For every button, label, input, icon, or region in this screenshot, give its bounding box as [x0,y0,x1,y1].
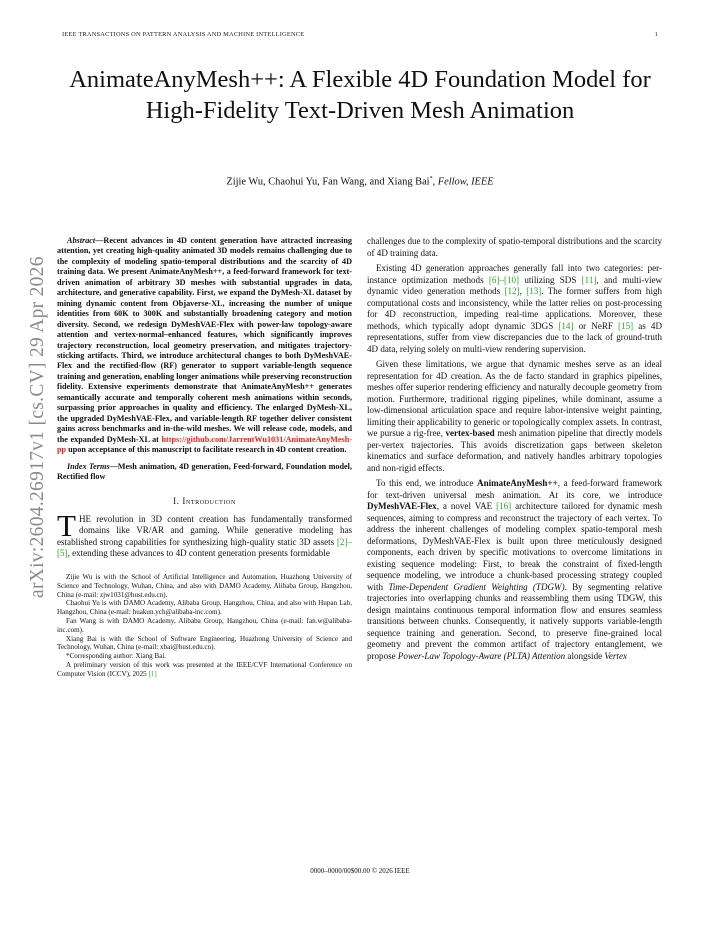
right-column [367,236,662,662]
body-paragraph: Existing 4D generation approaches generally fall into two categories: per-instance optimization methods [6]–[10] utilizing SDS [11], and multi-view dynamic video generation methods [12], [13]. The former suffers from high computational costs and inconsistency, while the latter relies on post-processing for 4D reconstruction, impeding real-time applications. Moreover, these methods, which typically adopt dynamic 3DGS [14] or NeRF [15] as 4D representations, suffer from view discrepancies due to the lack of ground-truth 4D data, relying solely on multi-view rendering supervision. [367,263,662,354]
index-terms [57,462,352,483]
journal-name: IEEE TRANSACTIONS ON PATTERN ANALYSIS AND MACHINE INTELLIGENCE [62,31,305,38]
fellow-designation: Fellow, IEEE [437,176,494,188]
footnotes [57,573,352,679]
abstract-lead: Abstract [67,236,96,245]
body-paragraph: Given these limitations, we argue that dynamic meshes serve as an ideal representation for 4D creation. As the de facto standard in graphics pipelines, meshes offer superior rendering efficiency and naturally decouple geometry from motion. Furthermore, traditional rigging pipelines, while dominant, assume a low-dimensional articulation space and require labor-intensive weight painting, limiting their applicability to generic or topologically complex assets. In contrast, we pursue a rig-free, vertex-based mesh animation pipeline that directly models per-vertex trajectories. This avoids discretization gaps between skeleton kinematics and surface deformation, and natively handles arbitrary topologies and non-rigid effects. [367,359,662,473]
page-number: 1 [654,31,658,38]
citation-link[interactable]: [15] [618,320,634,331]
left-column [57,236,352,678]
citation-link[interactable]: [12] [504,286,520,296]
intro-paragraph [57,507,352,560]
body-paragraph: challenges due to the complexity of spatio-temporal distributions and the scarcity of 4D training data. [367,236,662,258]
footnote: Xiang Bai is with the School of Software Engineering, Huazhong University of Science and Technology, Wuhan, China (e-mail: xbai@hust.edu.cn). [57,634,352,652]
arxiv-identifier-stamp: arXiv:2604.26917v1 [cs.CV] 29 Apr 2026 [27,256,48,598]
abstract [57,236,352,456]
author-names: Zijie Wu, Chaohui Yu, Fan Wang, and Xiang Bai [226,176,430,188]
abstract-tail: upon acceptance of this manuscript to facilitate research in 4D content creation. [66,445,347,455]
paper-title: AnimateAnyMesh++: A Flexible 4D Foundation Model for High-Fidelity Text-Driven Mesh Animation [69,66,651,124]
abstract-body: —Recent advances in 4D content generation have attracted increasing attention, yet creating high-quality animated 3D models remains challenging due to the complexity of modeling spatio-temporal distributions and the scarcity of 4D training data. We present AnimateAnyMesh++, a feed-forward framework for text-driven animation of arbitrary 3D meshes with substantial upgrades in data, architecture, and generative capability. First, we expand the DyMesh-XL dataset by mining dynamic content from Objaverse-XL, increasing the number of unique identities from 60K to 300K and substantially broadening category and motion diversity. Second, we redesign DyMeshVAE-Flex with power-law topology-aware attention and vertex-normal–enhanced features, which significantly improves trajectory reconstruction, local geometry preservation, and mitigates trajectory-sticking artifacts. Third, we introduce architectural changes to both DyMeshVAE-Flex and the rectified-flow (RF) generator to support variable-length sequence training and generation, enabling longer animations while preserving reconstruction fidelity. Extensive experiments demonstrate that AnimateAnyMesh++ generates semantically accurate and temporally coherent mesh animations within seconds, surpassing prior approaches in quality and efficiency. The enlarged DyMesh-XL, the upgraded DyMeshVAE-Flex, and variable-length RF together deliver consistent gains across benchmarks and in-the-wild meshes. We will release code, models, and the expanded DyMesh-XL at [57,236,352,444]
footnote: Chaohui Yu is with DAMO Academy, Alibaba Group, Hangzhou, China, and also with Hupan Lab, Hangzhou, China (e-mail: huakun.ych@alibaba-inc.com). [57,599,352,617]
copyright-line: 0000–0000/00$00.00 © 2026 IEEE [310,867,410,875]
github-link[interactable]: https://github.com/JarrentWu1031/AnimateAnyMesh-pp [57,434,352,455]
intro-text-tail: , extending these advances to 4D content generation presents formidable [67,548,330,559]
citation-link[interactable]: [11] [581,274,597,285]
running-header [62,31,658,38]
affiliation-separator: , [432,176,438,188]
footnote: A preliminary version of this work was presented at the IEEE/CVF International Conference on Computer Vision (ICCV), 2025 [1] [57,660,352,678]
footnote: Fan Wang is with DAMO Academy, Alibaba Group, Hangzhou, China (e-mail: fan.w@alibaba-inc.com). [57,616,352,634]
citation-link[interactable]: [6]–[10] [488,274,520,285]
citation-link[interactable]: [14] [558,320,574,331]
citation-link[interactable]: [1] [148,669,157,678]
body-paragraph: To this end, we introduce AnimateAnyMesh++, a feed-forward framework for text-driven universal mesh animation. At its core, we introduce DyMeshVAE-Flex, a novel VAE [16] architecture tailored for dynamic mesh sequences, aiming to compress and reconstruct the trajectory of each vertex. To address the inherent challenges of modeling complex spatio-temporal mesh deformations, DyMeshVAE-Flex is built upon three meticulously designed components, each driven by specific motivations to overcome limitations in existing sequence modeling: First, to break the constraint of fixed-length sequence modeling, we introduce a chunk-based processing strategy coupled with Time-Dependent Gradient Weighting (TDGW). By segmenting relative trajectories into overlapping chunks and reassembling them using TDGW, this design maintains continuous temporal information flow and ensures seamless transitions between chunks. Consequently, it natively supports variable-length sequence training and generation. Second, to preserve fine-grained local geometry and prevent the common artifact of trajectory entanglement, we propose Power-Law Topology-Aware (PLTA) Attention alongside Vertex [367,478,662,661]
index-terms-lead: Index Terms [67,461,110,471]
footnote: Zijie Wu is with the School of Artificial Intelligence and Automation, Huazhong University of Science and Technology, Wuhan, China, and also with DAMO Academy, Alibaba Group, Hangzhou, China (e-mail: zjw1031@hust.edu.cn). [57,572,352,599]
section-heading-introduction: I. Introduction [173,496,236,507]
intro-first-word: HE [78,513,91,524]
drop-cap: T [57,507,76,543]
index-terms-body: —Mesh animation, 4D generation, Feed-forward, Foundation model, Rectified flow [57,461,352,481]
author-line [60,172,660,189]
citation-link[interactable]: [13] [526,286,542,296]
citation-link[interactable]: [2]–[5] [57,536,352,559]
footnote: *Corresponding author: Xiang Bai. [66,652,167,661]
corresponding-marker: * [429,176,433,182]
citation-link[interactable]: [16] [496,501,512,511]
intro-text: revolution in 3D content creation has fundamentally transformed domains like VR/AR and gaming. While generative modeling has established strong capabilities for synthesizing high-quality static 3D assets [57,513,352,547]
